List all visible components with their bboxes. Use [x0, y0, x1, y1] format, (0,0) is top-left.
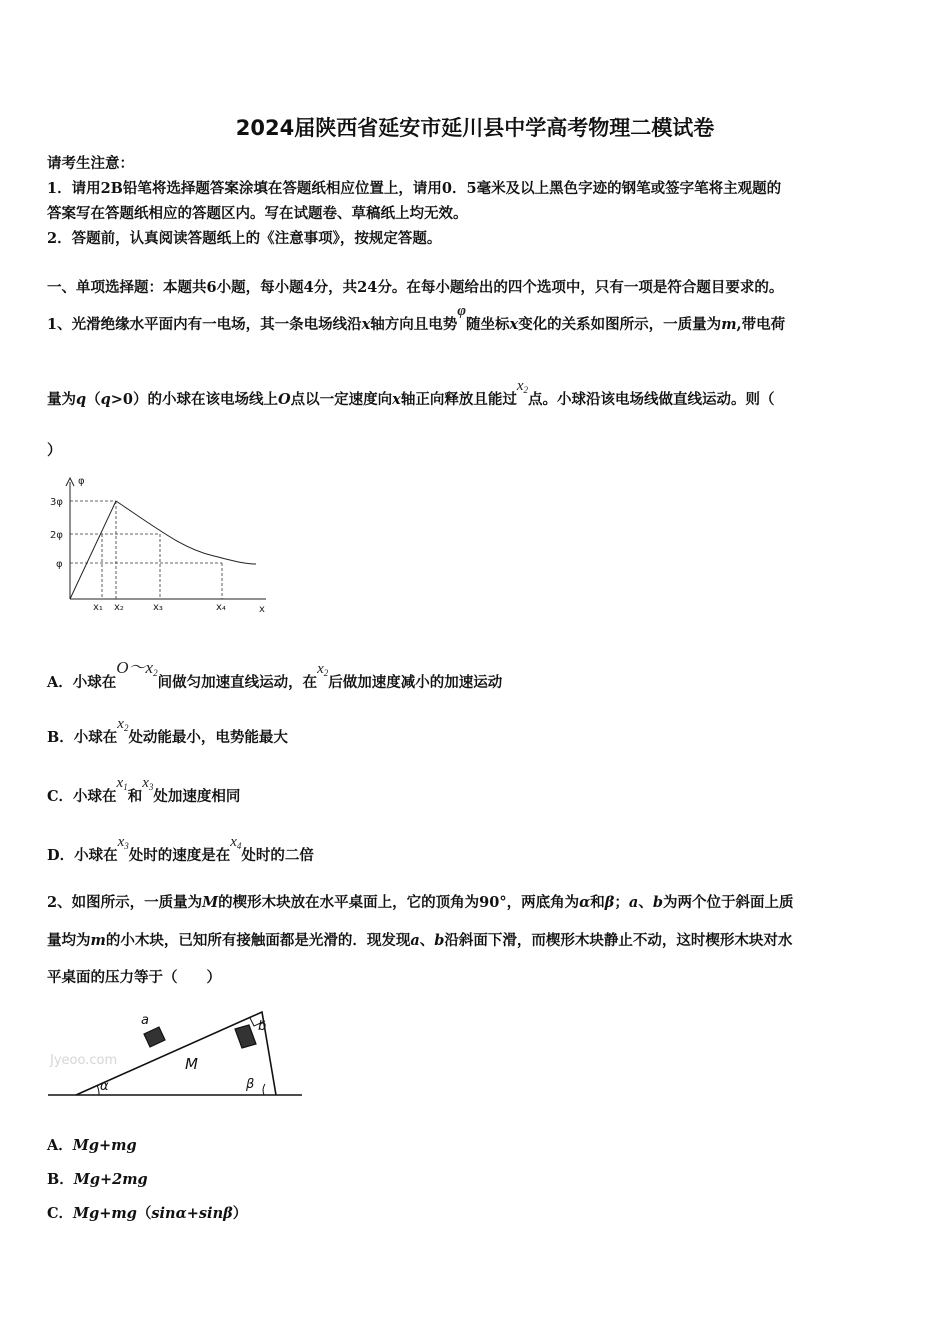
q1-option-c-x1: $x_1$	[116, 775, 128, 792]
q1-var: q	[100, 391, 111, 408]
q1-phi-x-graph	[44, 472, 284, 622]
q1-var: x	[392, 391, 401, 408]
phi-curve-rising	[70, 501, 116, 599]
q1-line-2	[47, 378, 775, 409]
figure-watermark: Jyeoo.com	[50, 1053, 118, 1068]
graph-x-label-x2: x₂	[114, 602, 124, 613]
q2-option-b[interactable]: B．Mg+2mg	[47, 1171, 148, 1188]
q1-var: O	[278, 391, 291, 408]
q2-line-3: 平桌面的压力等于（ ）	[47, 969, 221, 986]
q1-option-c[interactable]: C．小球在$x_1$和$x_3$处加速度相同	[47, 775, 241, 805]
q1-text: 点。小球沿该电场线做直线运动。则（	[528, 391, 775, 408]
q1-option-a[interactable]: A．小球在$O\sim x_2$间做匀加速直线运动，在$x_2$后做加速度减小的加速运动	[47, 658, 503, 691]
graph-x-label-x1: x₁	[93, 602, 103, 613]
q1-phi-symbol: φ	[457, 303, 467, 319]
q2-option-c[interactable]: C．Mg+mg（sinα+sinβ）	[47, 1205, 248, 1222]
q1-text: 轴方向且电势	[370, 316, 458, 333]
q1-option-d-x4: $x_4$	[230, 834, 242, 851]
notice-line-1a: 1．请用2B铅笔将选择题答案涂填在答题纸相应位置上，请用0．5毫米及以上黑色字迹的钢笔或签字笔将主观题的	[47, 180, 782, 197]
page-title: 2024届陕西省延安市延川县中学高考物理二模试卷	[235, 116, 715, 140]
alpha-arc	[97, 1085, 99, 1095]
block-a-label: a	[141, 1013, 149, 1028]
q1-option-c-x3: $x_3$	[142, 775, 154, 792]
beta-label: β	[246, 1077, 255, 1092]
q1-text: 点以一定速度向	[290, 391, 393, 408]
graph-x-axis-label: x	[259, 604, 265, 615]
block-a-shape	[144, 1027, 165, 1047]
phi-curve-decaying	[116, 501, 256, 564]
q1-option-b-x2: $x_2$	[117, 716, 129, 733]
q1-text: 轴正向释放且能过	[400, 391, 517, 408]
q1-text: （	[86, 391, 101, 408]
q1-var: x	[509, 316, 519, 333]
q1-text: >0）的小球在该电场线上	[110, 391, 279, 408]
q1-text: ,带电荷	[736, 316, 786, 333]
beta-arc	[263, 1084, 265, 1095]
q2-option-a[interactable]: A．Mg+mg	[47, 1137, 137, 1154]
graph-phi-label: φ	[78, 476, 85, 487]
graph-y-label-phi: φ	[56, 559, 63, 570]
q1-option-a-x2: $x_2$	[317, 661, 329, 678]
alpha-label: α	[100, 1079, 109, 1094]
q1-text: 变化的关系如图所示，一质量为	[518, 316, 722, 333]
q2-wedge-figure	[44, 1000, 309, 1104]
graph-x-label-x3: x₃	[153, 602, 163, 613]
q1-var: q	[76, 391, 87, 408]
notice-line-2: 2．答题前，认真阅读答题纸上的《注意事项》，按规定答题。	[47, 230, 442, 247]
q1-line-3: ）	[47, 442, 62, 459]
q1-option-d[interactable]: D．小球在$x_3$处时的速度是在$x_4$处时的二倍	[47, 834, 314, 864]
q1-option-d-x3: $x_3$	[117, 834, 129, 851]
graph-y-label-3phi: 3φ	[50, 497, 63, 508]
q1-text: 量为	[47, 391, 76, 408]
block-b-shape	[235, 1025, 256, 1048]
wedge-mass-label: M	[185, 1055, 198, 1073]
q1-text: 随坐标	[466, 316, 510, 333]
q1-line-1	[47, 303, 786, 334]
q1-x2-symbol: $x_2$	[516, 378, 528, 395]
graph-x-label-x4: x₄	[216, 602, 226, 613]
notice-line-1b: 答案写在答题纸相应的答题区内。写在试题卷、草稿纸上均无效。	[47, 205, 468, 222]
q2-line-2: 量均为m的小木块，已知所有接触面都是光滑的．现发现a、b沿斜面下滑，而楔形木块静止不动，这时楔形木块对水	[47, 932, 793, 949]
q1-option-a-range: $O\sim x_2$	[116, 658, 158, 678]
block-b-label: b	[258, 1019, 267, 1034]
q1-var: x	[361, 316, 371, 333]
block-b	[235, 1019, 266, 1048]
q1-option-b[interactable]: B．小球在$x_2$处动能最小，电势能最大	[47, 716, 288, 746]
notice-heading: 请考生注意：	[47, 155, 134, 172]
section-1-heading: 一、单项选择题：本题共6小题，每小题4分，共24分。在每小题给出的四个选项中，只有一项是符合题目要求的。	[47, 279, 784, 296]
q1-text: 1、光滑绝缘水平面内有一电场，其一条电场线沿	[47, 316, 362, 333]
graph-y-label-2phi: 2φ	[50, 530, 63, 541]
block-a	[141, 1013, 165, 1047]
q2-line-1: 2、如图所示，一质量为M的楔形木块放在水平桌面上，它的顶角为90°，两底角为α和β；a、b为两个位于斜面上质	[47, 894, 794, 911]
q1-var: m	[721, 316, 737, 333]
